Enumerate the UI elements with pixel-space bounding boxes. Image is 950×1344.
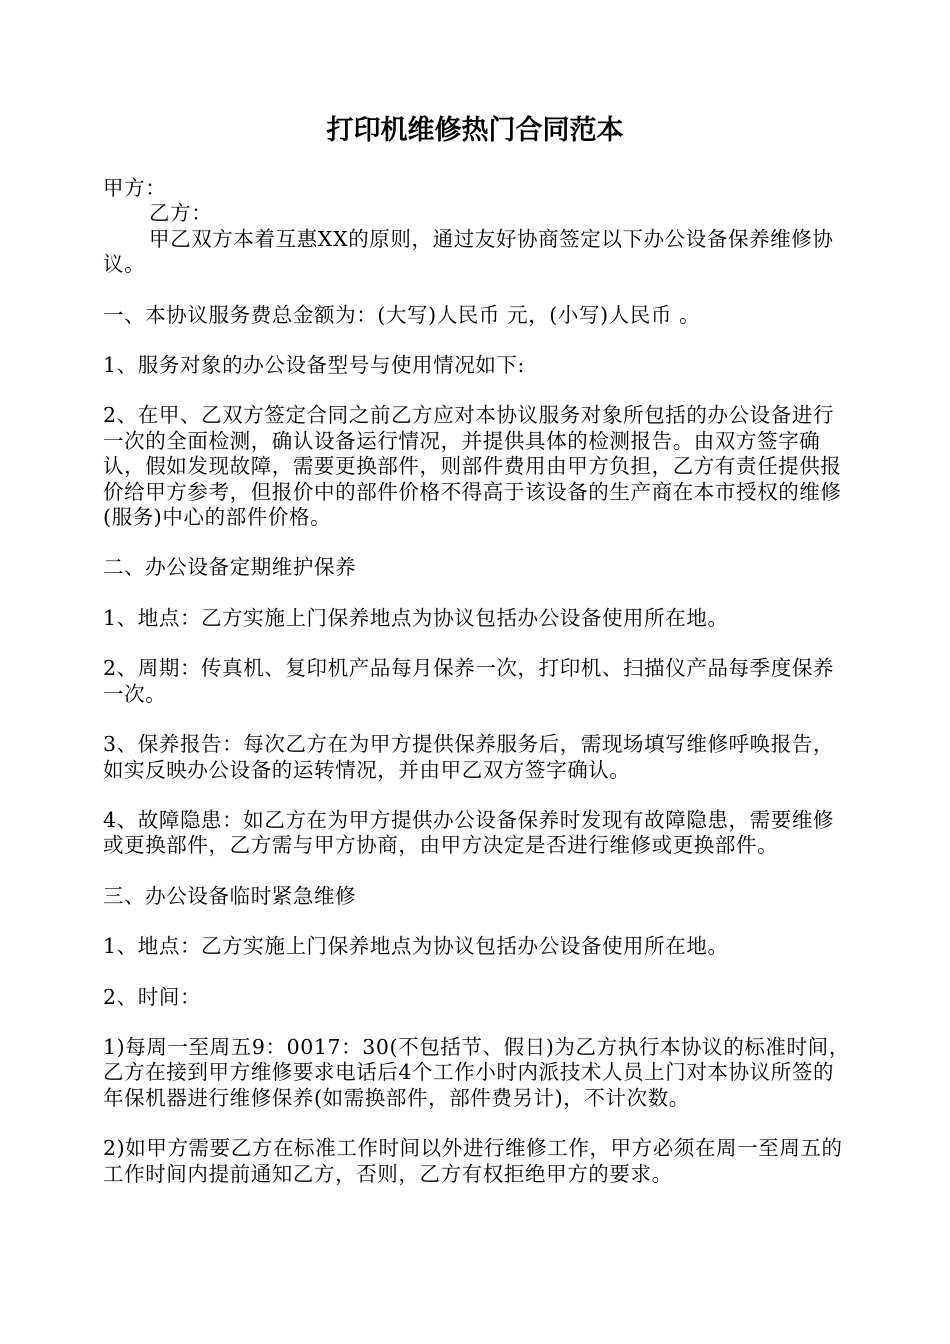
- section-2-item-1: 1、地点：乙方实施上门保养地点为协议包括办公设备使用所在地。: [103, 605, 729, 630]
- section-2-item-2: 2、周期：传真机、复印机产品每月保养一次，打印机、扫描仪产品每季度保养一次。: [103, 656, 835, 706]
- section-3-subitem-1: 1)每周一至周五9：0017：30(不包括节、假日)为乙方执行本协议的标准时间，乙方在接到甲方维修要求电话后4个工作小时内派技术人员上门对本协议所签的年保机器进行维修保养(如需换部件，部件费另计)，不计次数。: [103, 1034, 850, 1110]
- fee-paragraph: 一、本协议服务费总金额为：(大写)人民币 元，(小写)人民币 。: [103, 302, 701, 327]
- item-1-paragraph: 1、服务对象的办公设备型号与使用情况如下:: [103, 353, 526, 378]
- section-2-item-3: 3、保养报告：每次乙方在为甲方提供保养服务后，需现场填写维修呼唤报告，如实反映办公设备的运转情况，并由甲乙双方签字确认。: [103, 732, 835, 782]
- section-3-heading: 三、办公设备临时紧急维修: [103, 883, 357, 908]
- document-title: 打印机维修热门合同范本: [326, 115, 624, 146]
- section-3-item-2: 2、时间：: [103, 984, 202, 1009]
- party-b-line: 乙方：: [149, 201, 213, 226]
- document-body: [103, 176, 855, 1187]
- item-2-paragraph: 2、在甲、乙双方签定合同之前乙方应对本协议服务对象所包括的办公设备进行一次的全面检测，确认设备运行情况，并提供具体的检测报告。由双方签字确认，假如发现故障，需要更换部件，则部件费用由甲方负担，乙方有责任提供报价给甲方参考，但报价中的部件价格不得高于该设备的生产商在本市授权的维修(服务)中心的部件价格。: [103, 403, 842, 530]
- section-2-item-4: 4、故障隐患：如乙方在为甲方提供办公设备保养时发现有故障隐患，需要维修或更换部件，乙方需与甲方协商，由甲方决定是否进行维修或更换部件。: [103, 807, 835, 858]
- section-3-subitem-2: 2)如甲方需要乙方在标准工作时间以外进行维修工作，甲方必须在周一至周五的工作时间内提前通知乙方，否则，乙方有权拒绝甲方的要求。: [103, 1136, 843, 1186]
- party-a-line: 甲方：: [103, 176, 167, 200]
- intro-paragraph: 甲乙双方本着互惠XX的原则，通过友好协商签定以下办公设备保养维修协议。: [103, 226, 834, 277]
- section-3-item-1: 1、地点：乙方实施上门保养地点为协议包括办公设备使用所在地。: [103, 934, 729, 959]
- section-2-heading: 二、办公设备定期维护保养: [103, 555, 357, 580]
